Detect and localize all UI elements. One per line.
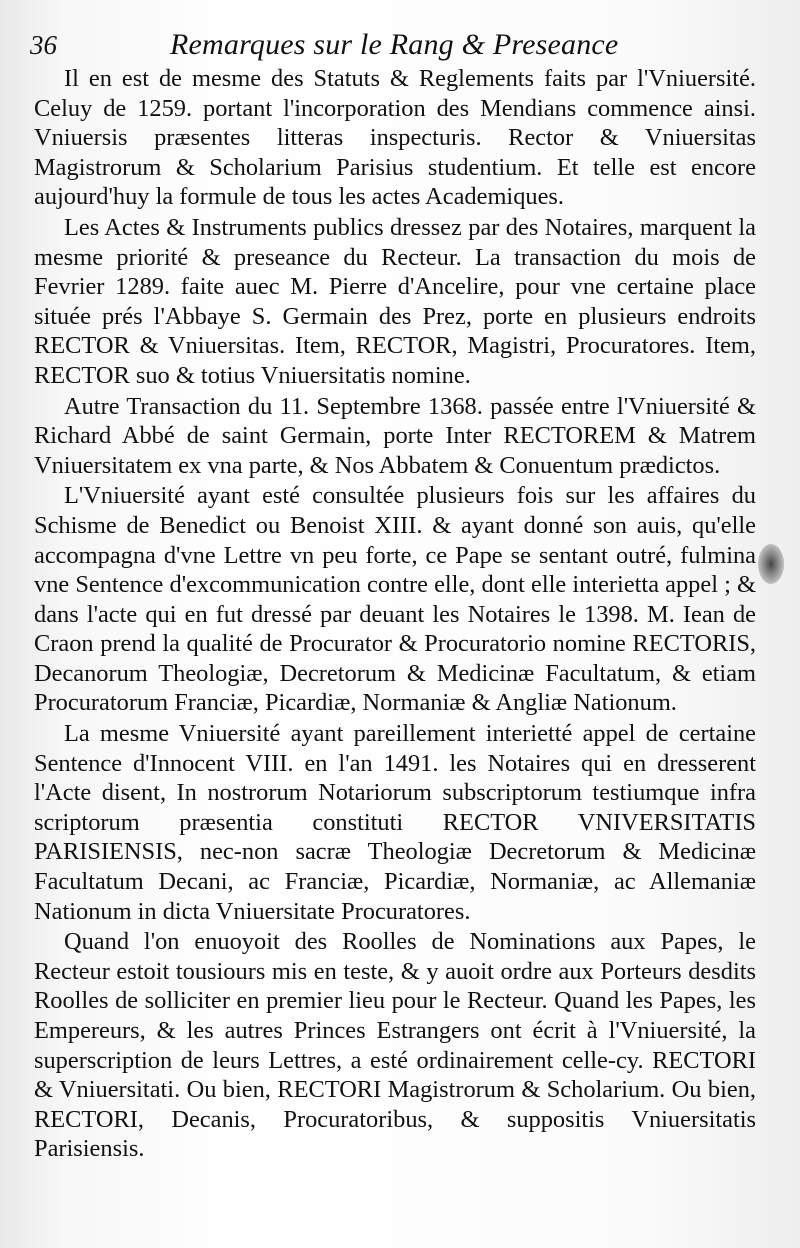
paragraph: Les Actes & Instruments publics dressez par des Notaires, marquent la mesme priorité & preseance du Recteur. La transaction du mois de Fevrier 1289. faite auec M. Pierre d'Ancelire, pour vne certaine place située prés l'Abbaye S. Germain des Prez, porte en plusieurs endroits RECTOR & Vniuersitas. Item, RECTOR, Magistri, Procuratores. Item, RECTOR suo & totius Vniuersitatis nomine.: [34, 213, 756, 389]
paragraph: L'Vniuersité ayant esté consultée plusieurs fois sur les affaires du Schisme de Benedict ou Benoist XIII. & ayant donné son auis, qu'elle accompagna d'vne Lettre vn peu forte, ce Pape se sentant outré, fulmina vne Sentence d'excommunication contre elle, dont elle interietta appel ; & dans l'acte qui en fut dressé par deuant les Notaires le 1398. M. Iean de Craon prend la qualité de Procurator & Procuratorio nomine RECTORIS, Decanorum Theologiæ, Decretorum & Medicinæ Facultatum, & etiam Procuratorum Franciæ, Picardiæ, Normaniæ & Angliæ Nationum.: [34, 482, 756, 717]
paragraph: Il en est de mesme des Statuts & Reglements faits par l'Vniuersité. Celuy de 1259. portant l'incorporation des Mendians commence ainsi. Vniuersis præsentes litteras inspecturis. Rector & Vniuersitas Magistrorum & Scholarium Parisius studentium. Et telle est encore aujourd'huy la formule de tous les actes Academiques.: [34, 65, 756, 211]
body-text: [34, 64, 756, 1164]
paragraph: Quand l'on enuoyoit des Roolles de Nominations aux Papes, le Recteur estoit tousiours mis en teste, & y auoit ordre aux Porteurs desdits Roolles de solliciter en premier lieu pour le Recteur. Quand les Papes, les Empereurs, & les autres Princes Estrangers ont écrit à l'Vniuersité, la superscription de leurs Lettres, a esté ordinairement celle-cy. RECTORI & Vniuersitati. Ou bien, RECTORI Magistrorum & Scholarium. Ou bien, RECTORI, Decanis, Procuratoribus, & suppositis Vniuersitatis Parisiensis.: [34, 928, 756, 1163]
page-header: [30, 26, 780, 66]
page-number: 36: [30, 30, 57, 60]
paragraph: La mesme Vniuersité ayant pareillement interietté appel de certaine Sentence d'Innocent VIII. en l'an 1491. les Notaires qui en dresserent l'Acte disent, In nostrorum Notariorum subscriptorum testiumque infra scriptorum præsentia constituti RECTOR VNIVERSITATIS PARISIENSIS, nec-non sacræ Theologiæ Decretorum & Medicinæ Facultatum Decani, ac Franciæ, Picardiæ, Normaniæ, ac Allemaniæ Nationum in dicta Vniuersitate Procuratores.: [34, 720, 756, 925]
running-title: Remarques sur le Rang & Preseance: [170, 28, 619, 61]
ink-smudge: [758, 544, 784, 584]
paragraph: Autre Transaction du 11. Septembre 1368. passée entre l'Vniuersité & Richard Abbé de saint Germain, porte Inter RECTOREM & Matrem Vniuersitatem ex vna parte, & Nos Abbatem & Conuentum prædictos.: [34, 392, 756, 479]
